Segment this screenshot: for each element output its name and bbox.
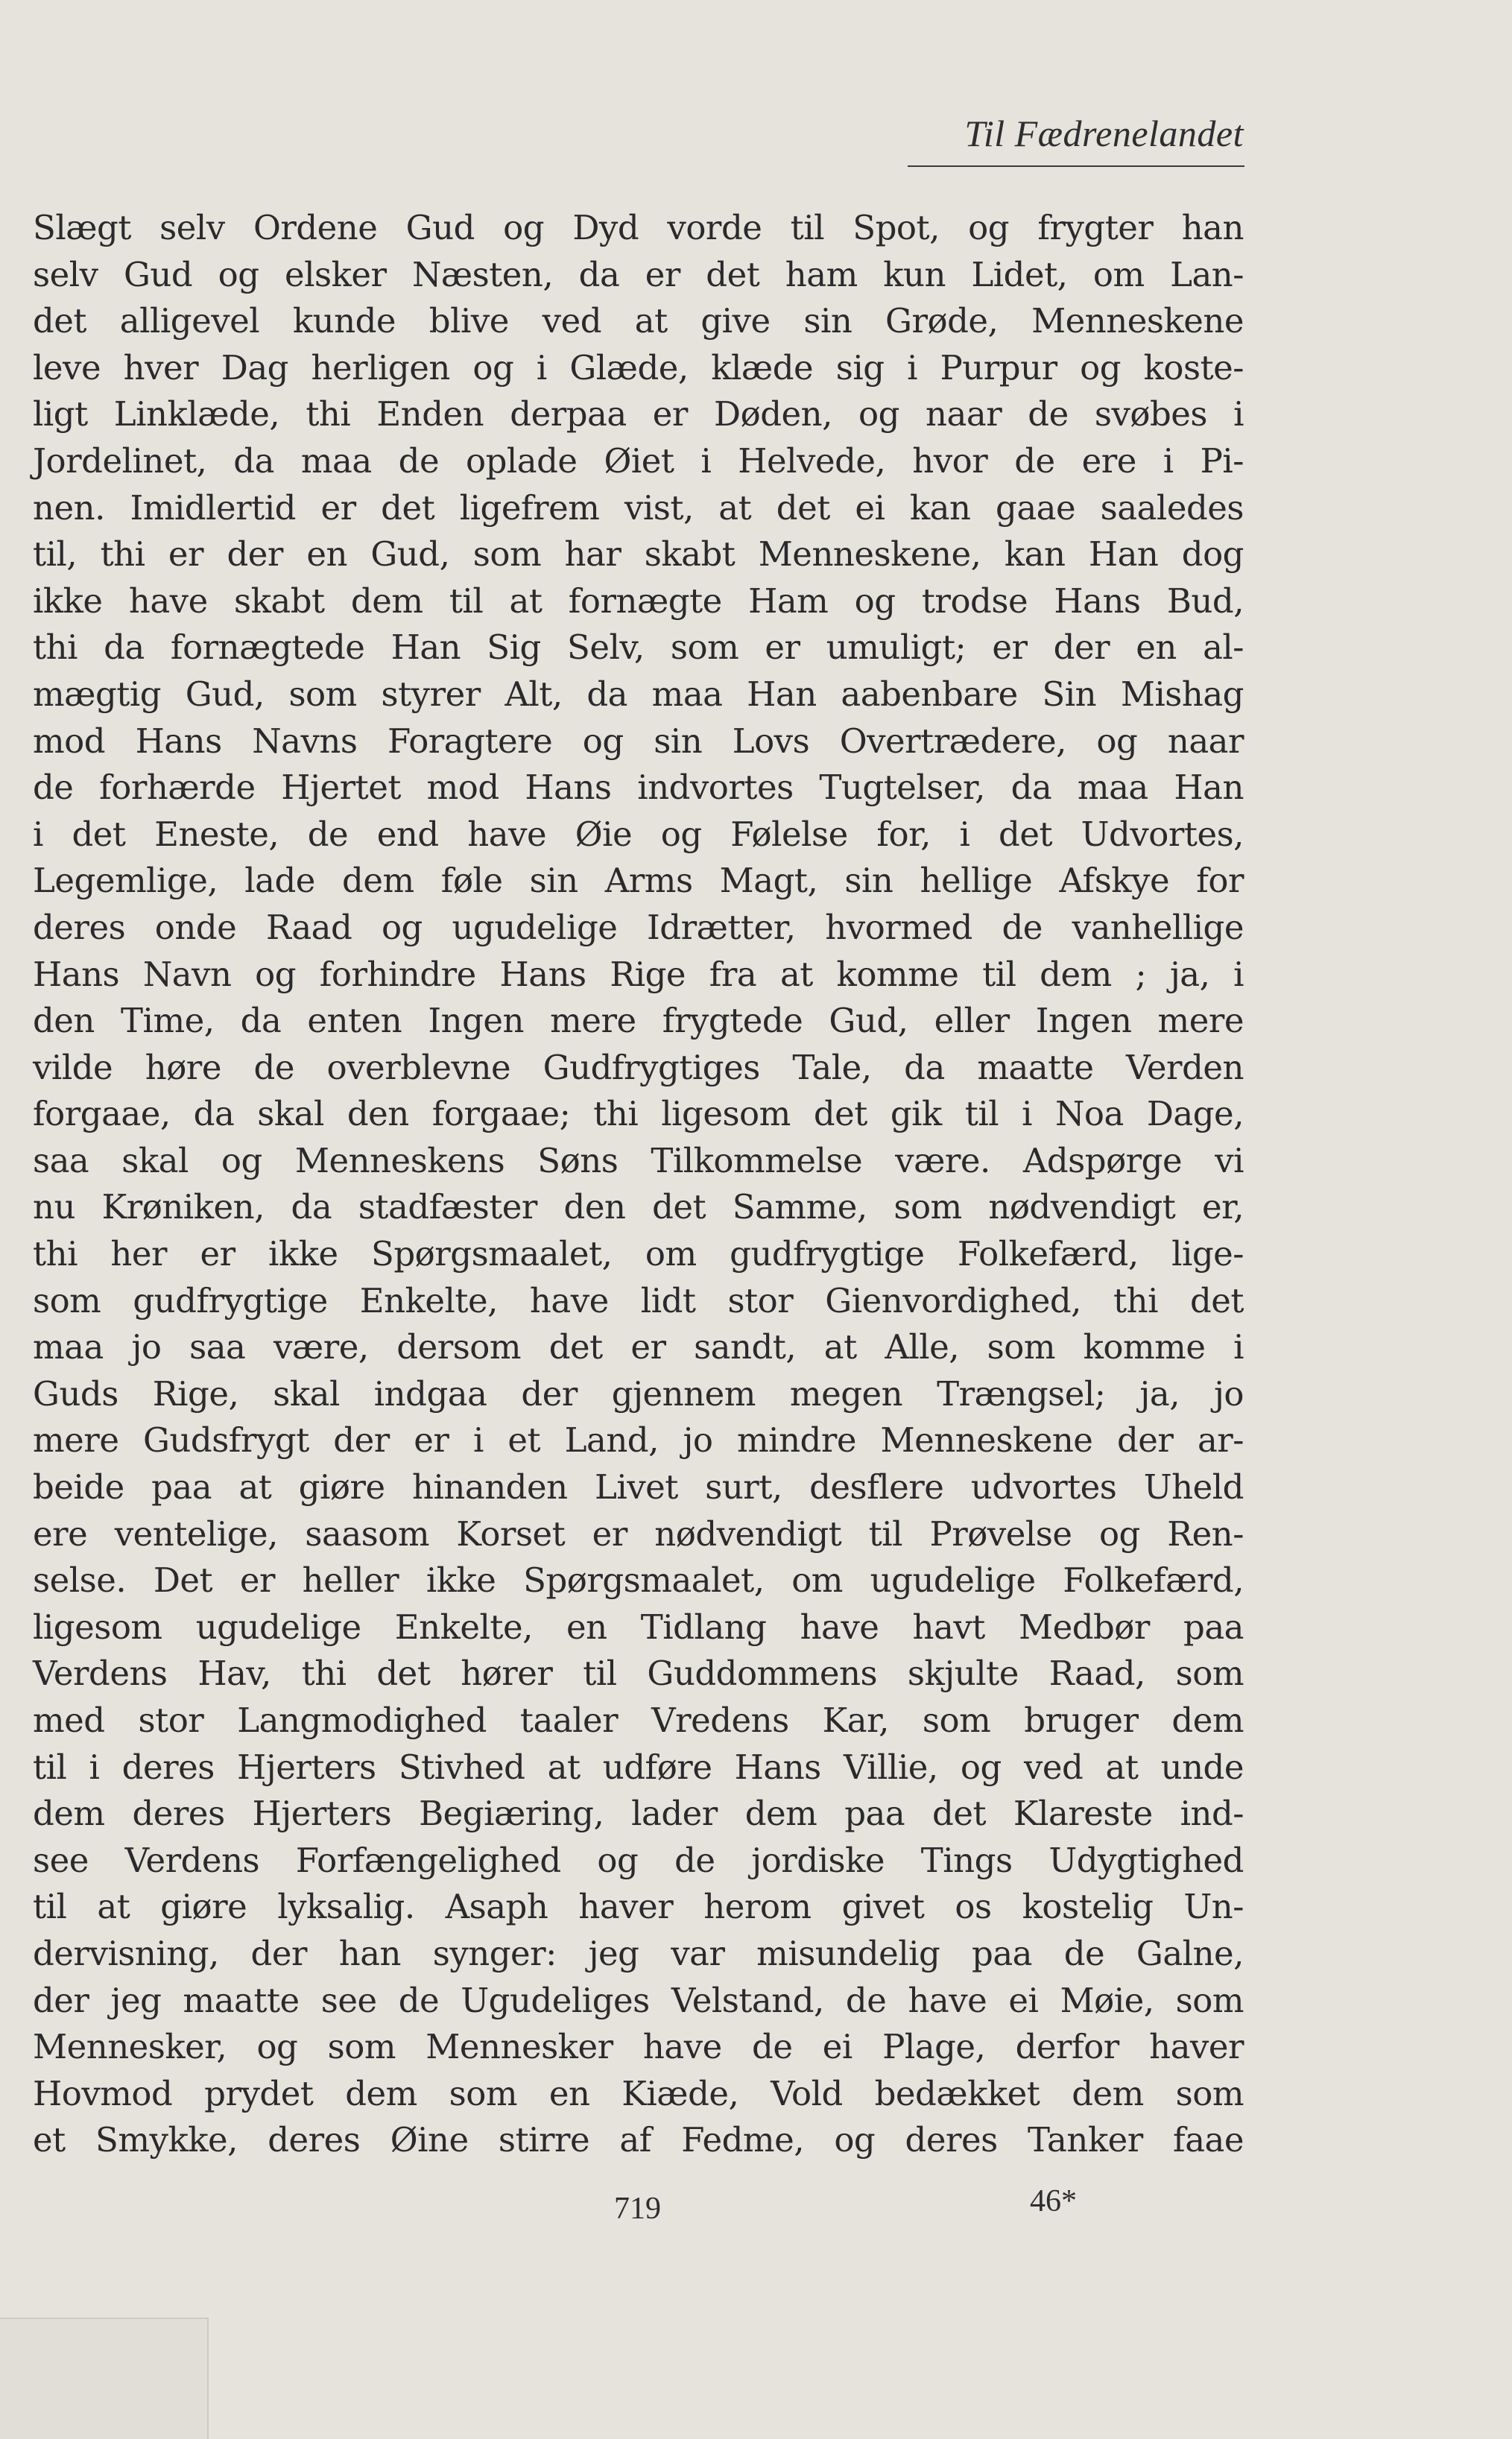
text-line: Slægt selv Ordene Gud og Dyd vorde til Spot, og frygter han — [33, 208, 1244, 247]
text-line: Legemlige, lade dem føle sin Arms Magt, sin hellige Afskye for — [33, 861, 1244, 901]
text-line: de forhærde Hjertet mod Hans indvortes Tugtelser, da maa Han — [33, 768, 1244, 808]
text-line: beide paa at giøre hinanden Livet surt, desflere udvortes Uheld — [33, 1467, 1244, 1508]
text-line: til at giøre lyksalig. Asaph haver herom givet os kostelig Un- — [33, 1887, 1244, 1927]
text-line: leve hver Dag herligen og i Glæde, klæde sig i Purpur og koste- — [33, 347, 1244, 387]
text-line: den Time, da enten Ingen mere frygtede Gud, eller Ingen mere — [33, 1001, 1244, 1041]
text-line: Jordelinet, da maa de oplade Øiet i Helvede, hvor de ere i Pi- — [33, 440, 1244, 481]
running-title: Til Fædrenelandet — [964, 113, 1244, 154]
text-line: selse. Det er heller ikke Spørgsmaalet, om ugudelige Folkefærd, — [33, 1560, 1244, 1601]
text-line: vilde høre de overblevne Gudfrygtiges Tale, da maatte Verden — [33, 1047, 1244, 1087]
text-line: ligesom ugudelige Enkelte, en Tidlang have havt Medbør paa — [33, 1607, 1244, 1647]
text-line: maa jo saa være, dersom det er sandt, at Alle, som komme i — [33, 1327, 1244, 1367]
text-line: saa skal og Menneskens Søns Tilkommelse være. Adspørge vi — [33, 1140, 1244, 1180]
text-line: Hovmod prydet dem som en Kiæde, Vold bedækket dem som — [33, 2073, 1244, 2113]
text-line: mægtig Gud, som styrer Alt, da maa Han aabenbare Sin Mishag — [33, 674, 1244, 714]
text-line: mere Gudsfrygt der er i et Land, jo mindre Menneskene der ar- — [33, 1420, 1244, 1461]
text-line: et Smykke, deres Øine stirre af Fedme, og deres Tanker faae — [33, 2120, 1244, 2160]
text-line: med stor Langmodighed taaler Vredens Kar, som bruger dem — [33, 1701, 1244, 1740]
text-line: mod Hans Navns Foragtere og sin Lovs Overtrædere, og naar — [33, 721, 1244, 761]
text-line: deres onde Raad og ugudelige Idrætter, hvormed de vanhellige — [33, 907, 1244, 947]
text-line: nen. Imidlertid er det ligefrem vist, at det ei kan gaae saaledes — [33, 487, 1244, 528]
text-line: i det Eneste, de end have Øie og Følelse for, i det Udvortes, — [33, 814, 1244, 854]
header-rule — [908, 165, 1244, 167]
text-line: Guds Rige, skal indgaa der gjennem megen Trængsel; ja, jo — [33, 1373, 1244, 1414]
text-line: see Verdens Forfængelighed og de jordiske Tings Udygtighed — [33, 1840, 1244, 1880]
text-line: ere ventelige, saasom Korset er nødvendigt til Prøvelse og Ren- — [33, 1513, 1244, 1554]
text-line: Hans Navn og forhindre Hans Rige fra at komme til dem ; ja, i — [33, 954, 1244, 994]
text-line: nu Krøniken, da stadfæster den det Samme, som nødvendigt er, — [33, 1187, 1244, 1227]
text-line: Mennesker, og som Mennesker have de ei Plage, derfor haver — [33, 2027, 1244, 2067]
text-line: Verdens Hav, thi det hører til Guddommens skjulte Raad, som — [33, 1654, 1244, 1694]
text-line: selv Gud og elsker Næsten, da er det ham kun Lidet, om Lan- — [33, 254, 1244, 294]
text-line: dem deres Hjerters Begiæring, lader dem paa det Klareste ind- — [33, 1794, 1244, 1834]
text-line: til i deres Hjerters Stivhed at udføre Hans Villie, og ved at unde — [33, 1747, 1244, 1787]
text-line: der jeg maatte see de Ugudeliges Velstand, de have ei Møie, som — [33, 1980, 1244, 2020]
text-line: det alligevel kunde blive ved at give sin Grøde, Menneskene — [33, 301, 1244, 341]
text-line: forgaae, da skal den forgaae; thi ligesom det gik til i Noa Dage, — [33, 1094, 1244, 1134]
text-line: til, thi er der en Gud, som har skabt Menneskene, kan Han dog — [33, 534, 1244, 575]
text-line: som gudfrygtige Enkelte, have lidt stor Gienvordighed, thi det — [33, 1280, 1244, 1320]
signature-mark: 46* — [1030, 2184, 1077, 2218]
body-text — [33, 205, 1244, 2164]
text-line: thi da fornægtede Han Sig Selv, som er umuligt; er der en al- — [33, 627, 1244, 668]
page-number: 719 — [614, 2192, 661, 2226]
scan-edge-shadow — [0, 2318, 209, 2439]
text-line: dervisning, der han synger: jeg var misundelig paa de Galne, — [33, 1933, 1244, 1973]
text-line: thi her er ikke Spørgsmaalet, om gudfrygtige Folkefærd, lige- — [33, 1234, 1244, 1274]
text-line: ikke have skabt dem til at fornægte Ham og trodse Hans Bud, — [33, 581, 1244, 621]
text-line: ligt Linklæde, thi Enden derpaa er Døden, og naar de svøbes i — [33, 394, 1244, 434]
